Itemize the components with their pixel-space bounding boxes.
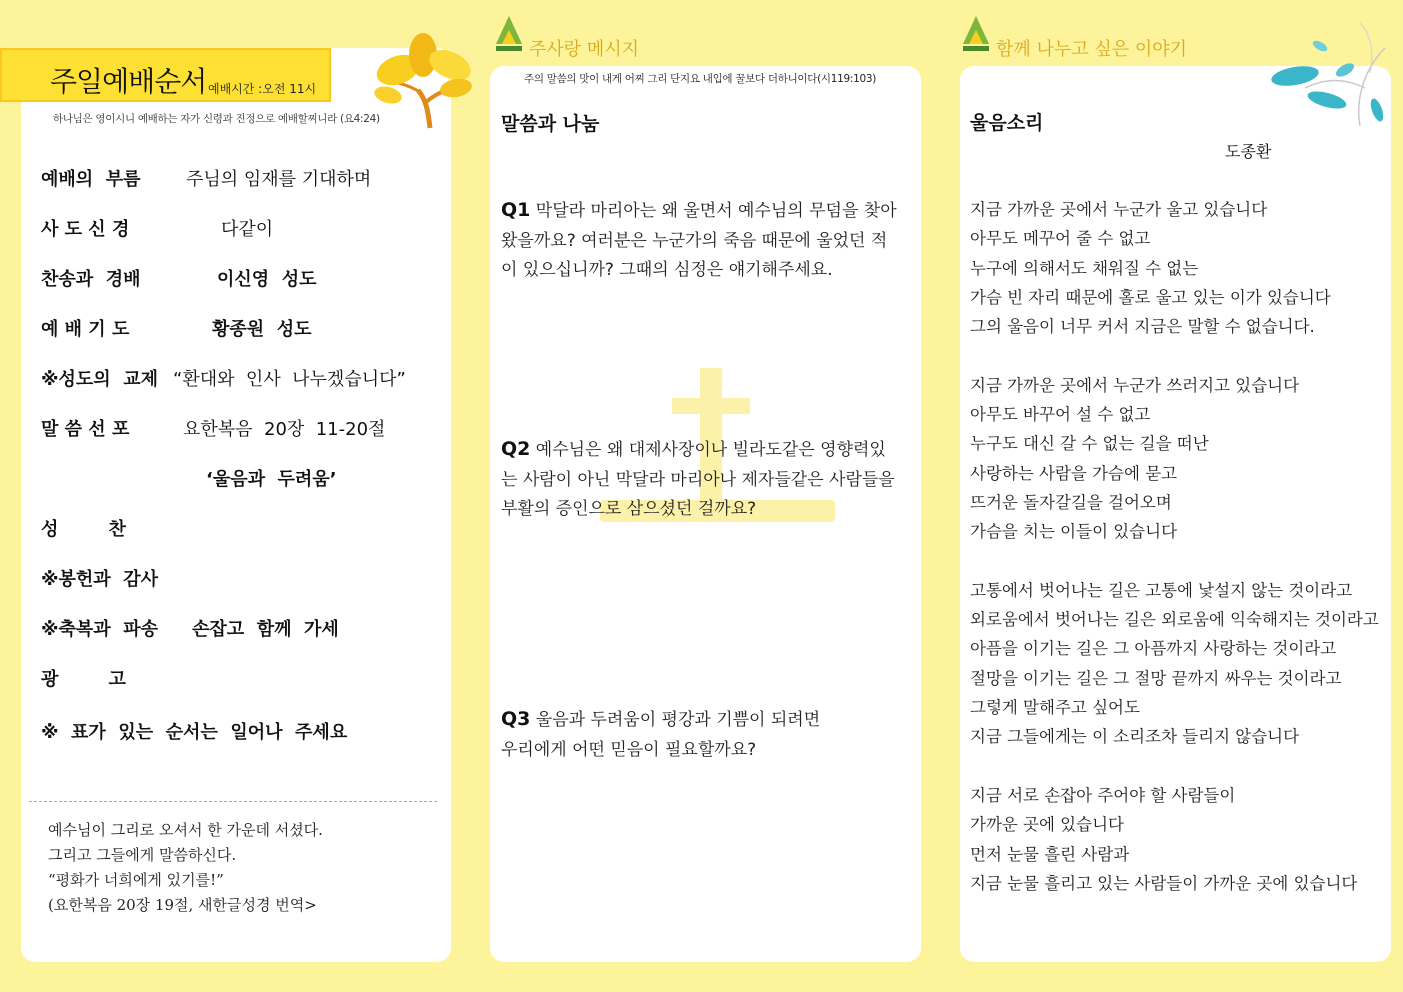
service-time: 예배시간 :오전 11시	[208, 82, 317, 96]
order-label: ※ 표가 있는 순서는 일어나 주세요	[41, 722, 348, 743]
poem-line: 지금 눈물 흘리고 있는 사람들이 가까운 곳에 있습니다	[970, 873, 1358, 893]
poem-line: 지금 그들에게는 이 소리조차 들리지 않습니다	[970, 727, 1300, 747]
poem-line: 가슴 빈 자리 때문에 홀로 울고 있는 이가 있습니다	[970, 287, 1331, 307]
bottom-verse	[48, 818, 323, 918]
order-value: 요한복음 20장 11-20절	[183, 419, 386, 440]
bottom-verse-line: (요한복음 20장 19절, 새한글성경 번역>	[48, 896, 317, 914]
question-number: Q3	[501, 708, 531, 730]
arrow-logo-icon	[959, 14, 993, 54]
order-label: ※축복과 파송	[41, 619, 158, 640]
question-text: 예수님은 왜 대제사장이나 빌라도같은 영향력있는 사람이 아닌 막달라 마리아나 제자들같은 사람들을 부활의 증인으로 삼으셨던 걸까요?	[501, 440, 895, 519]
question-1	[501, 196, 901, 286]
top-verse: 하나님은 영이시니 예배하는 자가 신령과 진정으로 예배할찌니라 (요4:24)	[53, 113, 380, 125]
poem-line: 사랑하는 사람을 가슴에 묻고	[970, 463, 1178, 483]
question-text: 울음과 두려움이 평강과 기쁨이 되려면 우리에게 어떤 믿음이 필요할까요?	[501, 710, 821, 760]
divider	[29, 801, 437, 802]
section-header-message: 주사랑 메시지	[529, 39, 640, 60]
order-label: 찬송과 경배	[41, 269, 141, 290]
poem-title: 울음소리	[970, 112, 1044, 134]
poem-line: 먼저 눈물 흘린 사람과	[970, 844, 1130, 864]
poem-line: 누구도 대신 갈 수 없는 길을 떠난	[970, 434, 1209, 454]
poem-line	[970, 341, 1379, 370]
question-number: Q1	[501, 199, 531, 221]
arrow-logo-icon	[492, 14, 526, 54]
sharing-title: 말씀과 나눔	[501, 113, 600, 135]
order-label: 광 고	[41, 669, 126, 690]
poem-line: 누구에 의해서도 채워질 수 없는	[970, 258, 1199, 278]
order-label: ※봉헌과 감사	[41, 569, 158, 590]
order-label: 사 도 신 경	[41, 219, 130, 240]
order-label: 예 배 기 도	[41, 319, 130, 340]
order-value: ‘울음과 두려움’	[206, 469, 337, 490]
bottom-verse-line: 예수님이 그리로 오셔서 한 가운데 서셨다.	[48, 821, 323, 839]
floral-icon	[1265, 18, 1395, 128]
poem-line: 절망을 이기는 길은 그 절망 끝까지 싸우는 것이라고	[970, 668, 1342, 688]
poem-line: 외로움에서 벗어나는 길은 외로움에 익숙해지는 것이라고	[970, 610, 1379, 630]
poem-line: 아무도 메꾸어 줄 수 없고	[970, 229, 1151, 249]
poem-line: 아무도 바꾸어 설 수 없고	[970, 405, 1151, 425]
order-value: 이신영 성도	[217, 269, 317, 290]
order-value: 손잡고 함께 가세	[192, 619, 339, 640]
question-2	[501, 435, 901, 525]
poem-author: 도종환	[1225, 142, 1272, 161]
poem-line: 지금 서로 손잡아 주어야 할 사람들이	[970, 785, 1236, 805]
poem-line	[970, 547, 1379, 576]
poem-line: 그렇게 말해주고 싶어도	[970, 698, 1140, 718]
tree-icon	[368, 30, 478, 130]
order-value: “환대와 인사 나누겠습니다”	[173, 369, 406, 390]
poem-line: 고통에서 벗어나는 길은 고통에 낯설지 않는 것이라고	[970, 580, 1353, 600]
order-value: 다같이	[221, 219, 274, 240]
poem-line: 그의 울음이 너무 커서 지금은 말할 수 없습니다.	[970, 317, 1315, 337]
poem-line: 가슴을 치는 이들이 있습니다	[970, 522, 1178, 542]
poem-line	[970, 752, 1379, 781]
poem-line: 아픔을 이기는 길은 그 아픔까지 사랑하는 것이라고	[970, 639, 1337, 659]
page-title: 주일예배순서	[50, 65, 207, 98]
order-value: 황종원 성도	[212, 319, 312, 340]
bottom-verse-line: “평화가 너희에게 있기를!”	[48, 871, 224, 889]
poem-line: 뜨거운 돌자갈길을 걸어오며	[970, 492, 1172, 512]
poem-line: 가까운 곳에 있습니다	[970, 815, 1124, 835]
question-number: Q2	[501, 438, 531, 460]
cross-watermark-bar	[672, 398, 750, 414]
question-text: 막달라 마리아는 왜 울면서 예수님의 무덤을 찾아 왔을까요? 여러분은 누군가의 죽음 때문에 울었던 적이 있으십니까? 그때의 심정은 얘기해주세요.	[501, 201, 897, 280]
order-value: 주님의 임재를 기대하며	[186, 169, 372, 190]
order-label: 말 씀 선 포	[41, 419, 130, 440]
question-3	[501, 705, 821, 765]
message-verse: 주의 말씀의 맛이 내게 어찌 그리 단지요 내입에 꿀보다 더하니이다(시119:103)	[524, 73, 877, 85]
section-header-story: 함께 나누고 싶은 이야기	[996, 39, 1188, 60]
poem-body	[970, 195, 1379, 898]
poem-line: 지금 가까운 곳에서 누군가 울고 있습니다	[970, 200, 1268, 219]
order-label: 성 찬	[41, 519, 126, 540]
poem-line: 지금 가까운 곳에서 누군가 쓰러지고 있습니다	[970, 375, 1300, 395]
bottom-verse-line: 그리고 그들에게 말씀하신다.	[48, 846, 237, 864]
order-label: 예배의 부름	[41, 169, 141, 190]
order-label: ※성도의 교제	[41, 369, 158, 390]
